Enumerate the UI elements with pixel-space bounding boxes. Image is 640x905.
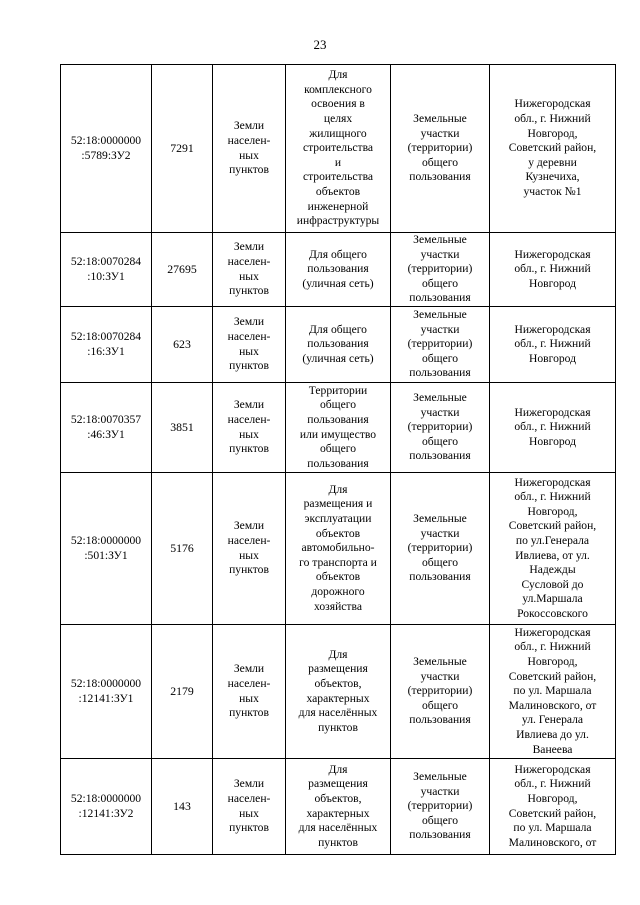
plot-kind-cell: Земельные участки (территории) общего пользования bbox=[391, 383, 490, 473]
cadastral-number-cell: 52:18:0070357 :46:ЗУ1 bbox=[61, 383, 152, 473]
table-row bbox=[61, 759, 616, 855]
location-cell: Нижегородская обл., г. Нижний Новгород, Советский район, по ул. Маршала Малиновского, от ул. Генерала Ивлиева до ул. Ванеева bbox=[490, 625, 616, 759]
area-cell: 3851 bbox=[152, 383, 213, 473]
land-category-cell: Земли населен- ных пунктов bbox=[213, 383, 286, 473]
permitted-use-cell: Для общего пользования (уличная сеть) bbox=[286, 307, 391, 383]
page-number: 23 bbox=[313, 37, 327, 52]
area-cell: 623 bbox=[152, 307, 213, 383]
cadastral-number-cell: 52:18:0000000 :5789:ЗУ2 bbox=[61, 65, 152, 233]
area-cell: 7291 bbox=[152, 65, 213, 233]
table-row bbox=[61, 383, 616, 473]
land-plots-table bbox=[60, 64, 616, 855]
table-row bbox=[61, 625, 616, 759]
permitted-use-cell: Для комплексного освоения в целях жилищного строительства и строительства объектов инженерной инфраструктуры bbox=[286, 65, 391, 233]
plot-kind-cell: Земельные участки (территории) общего пользования bbox=[391, 759, 490, 855]
area-cell: 5176 bbox=[152, 473, 213, 625]
permitted-use-cell: Для размещения и эксплуатации объектов автомобильно- го транспорта и объектов дорожного хозяйства bbox=[286, 473, 391, 625]
cadastral-number-cell: 52:18:0000000 :12141:ЗУ2 bbox=[61, 759, 152, 855]
location-cell: Нижегородская обл., г. Нижний Новгород bbox=[490, 233, 616, 307]
permitted-use-cell: Для общего пользования (уличная сеть) bbox=[286, 233, 391, 307]
permitted-use-cell: Для размещения объектов, характерных для населённых пунктов bbox=[286, 625, 391, 759]
cadastral-number-cell: 52:18:0070284 :16:ЗУ1 bbox=[61, 307, 152, 383]
land-category-cell: Земли населен- ных пунктов bbox=[213, 65, 286, 233]
plot-kind-cell: Земельные участки (территории) общего пользования bbox=[391, 625, 490, 759]
table-row bbox=[61, 233, 616, 307]
location-cell: Нижегородская обл., г. Нижний Новгород, Советский район, у деревни Кузнечиха, участок №1 bbox=[490, 65, 616, 233]
land-category-cell: Земли населен- ных пунктов bbox=[213, 233, 286, 307]
plot-kind-cell: Земельные участки (территории) общего пользования bbox=[391, 473, 490, 625]
land-category-cell: Земли населен- ных пунктов bbox=[213, 307, 286, 383]
cadastral-number-cell: 52:18:0000000 :501:ЗУ1 bbox=[61, 473, 152, 625]
location-cell: Нижегородская обл., г. Нижний Новгород bbox=[490, 383, 616, 473]
permitted-use-cell: Для размещения объектов, характерных для населённых пунктов bbox=[286, 759, 391, 855]
plot-kind-cell: Земельные участки (территории) общего пользования bbox=[391, 65, 490, 233]
area-cell: 2179 bbox=[152, 625, 213, 759]
land-category-cell: Земли населен- ных пунктов bbox=[213, 473, 286, 625]
cadastral-number-cell: 52:18:0000000 :12141:ЗУ1 bbox=[61, 625, 152, 759]
table-row bbox=[61, 65, 616, 233]
table-row bbox=[61, 307, 616, 383]
plot-kind-cell: Земельные участки (территории) общего пользования bbox=[391, 307, 490, 383]
land-category-cell: Земли населен- ных пунктов bbox=[213, 759, 286, 855]
table-row bbox=[61, 473, 616, 625]
land-category-cell: Земли населен- ных пунктов bbox=[213, 625, 286, 759]
location-cell: Нижегородская обл., г. Нижний Новгород, Советский район, по ул. Маршала Малиновского, от bbox=[490, 759, 616, 855]
cadastral-number-cell: 52:18:0070284 :10:ЗУ1 bbox=[61, 233, 152, 307]
area-cell: 27695 bbox=[152, 233, 213, 307]
plot-kind-cell: Земельные участки (территории) общего пользования bbox=[391, 233, 490, 307]
permitted-use-cell: Территории общего пользования или имущество общего пользования bbox=[286, 383, 391, 473]
area-cell: 143 bbox=[152, 759, 213, 855]
location-cell: Нижегородская обл., г. Нижний Новгород bbox=[490, 307, 616, 383]
location-cell: Нижегородская обл., г. Нижний Новгород, Советский район, по ул.Генерала Ивлиева, от ул. Надежды Сусловой до ул.Маршала Рокоссовского bbox=[490, 473, 616, 625]
